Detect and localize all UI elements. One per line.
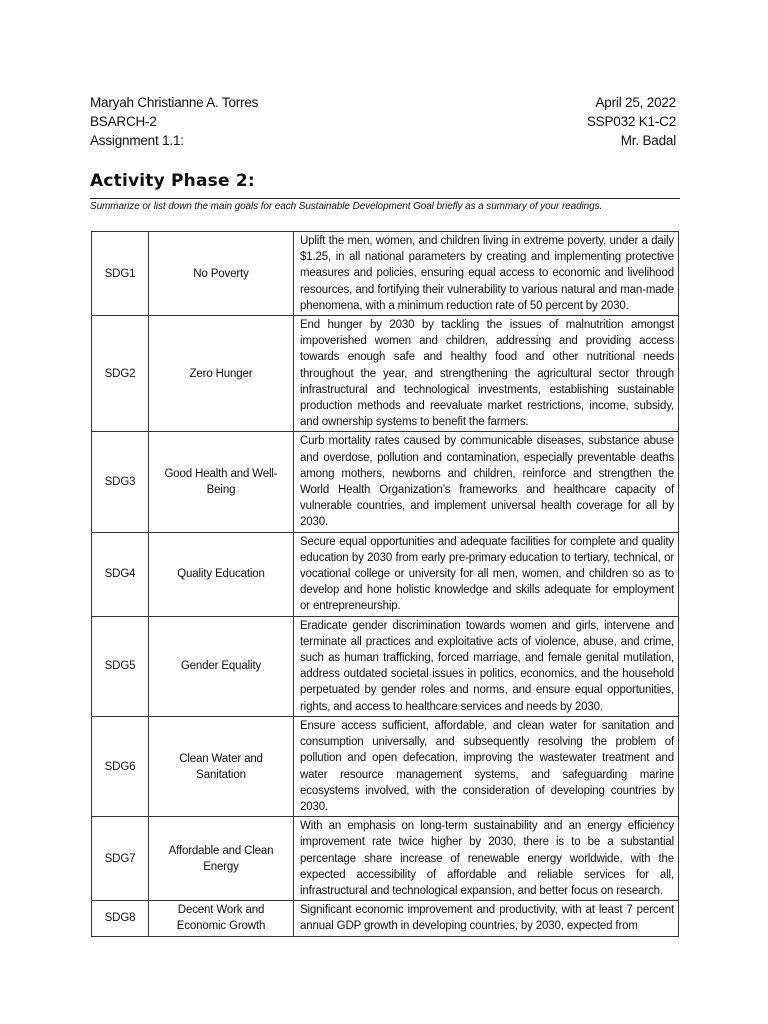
sdg-description: Significant economic improvement and productivity, with at least 7 percent annual GDP growth in developing countries, by 2030, expected from [294,901,679,936]
table-row [92,432,679,532]
sdg-code: SDG4 [92,532,149,616]
sdg-description: End hunger by 2030 by tackling the issues of malnutrition amongst impoverished women and children, addressing and providing access towards enough safe and healthy food and other nutritional needs throughout the year, and strengthening the agricultural sector through infrastructural and technological investments, establishing sustainable production methods and reevaluate market restrictions, income, subsidy, and ownership systems to benefit the farmers. [294,316,679,432]
instruction-text: Summarize or list down the main goals for each Sustainable Development Goal briefly as a summary of your readings. [90,201,603,212]
sdg-code: SDG3 [92,432,149,532]
sdg-description: Ensure access sufficient, affordable, and clean water for sanitation and consumption universally, and subsequently resolving the problem of pollution and open defecation, improving the wastewater treatment and water resource management systems, and safeguarding marine ecosystems involved, with the consideration of developing countries by 2030. [294,716,679,816]
date: April 25, 2022 [595,95,676,110]
sdg-code: SDG8 [92,901,149,936]
sdg-name: Decent Work and Economic Growth [149,901,294,936]
table-row [92,901,679,936]
title-divider [90,198,680,199]
student-name: Maryah Christianne A. Torres [90,95,259,110]
table-row [92,716,679,816]
sdg-name: No Poverty [149,232,294,316]
table-row [92,316,679,432]
sdg-name: Affordable and Clean Energy [149,817,294,901]
table-row [92,616,679,716]
table-row [92,532,679,616]
sdg-description: Curb mortality rates caused by communicable diseases, substance abuse and overdose, pollution and contamination, especially preventable deaths among mothers, newborns and children, reinforce and strengthen the World Health Organization’s frameworks and healthcare capacity of vulnerable countries, and implement universal health coverage for all by 2030. [294,432,679,532]
sdg-code: SDG7 [92,817,149,901]
course-code: SSP032 K1-C2 [586,114,676,129]
instructor: Mr. Badal [620,133,676,148]
program: BSARCH-2 [90,114,157,129]
assignment-label: Assignment 1.1: [90,133,184,148]
sdg-description: Secure equal opportunities and adequate facilities for complete and quality education by 2030 from early pre-primary education to tertiary, technical, or vocational college or university for all men, women, and children so as to develop and hone holistic knowledge and skills adequate for employment or entrepreneurship. [294,532,679,616]
header-left [90,93,258,150]
sdg-table [91,231,679,937]
table-row [92,817,679,901]
sdg-description: Uplift the men, women, and children living in extreme poverty, under a daily $1.25, in all national parameters by creating and implementing protective measures and policies, ensuring equal access to economic and livelihood resources, and fortifying their vulnerability to various natural and man-made phenomena, with a minimum reduction rate of 50 percent by 2030. [294,232,679,316]
sdg-name: Quality Education [149,532,294,616]
sdg-description: With an emphasis on long-term sustainability and an energy efficiency improvement rate twice higher by 2030, there is to be a substantial percentage share increase of renewable energy worldwide, with the expected accessibility of affordable and reliable services for all, infrastructural and technological expansion, and better focus on research. [294,817,679,901]
sdg-name: Good Health and Well-Being [149,432,294,532]
sdg-code: SDG6 [92,716,149,816]
sdg-code: SDG1 [92,232,149,316]
table-row [92,232,679,316]
sdg-description: Eradicate gender discrimination towards women and girls, intervene and terminate all practices and exploitative acts of violence, abuse, and crime, such as human trafficking, forced marriage, and female genital mutilation, address outdated societal issues in politics, economics, and the household perpetuated by gender roles and norms, and ensure equal opportunities, rights, and access to healthcare services and needs by 2030. [294,616,679,716]
sdg-name: Gender Equality [149,616,294,716]
sdg-name: Zero Hunger [149,316,294,432]
sdg-code: SDG2 [92,316,149,432]
sdg-code: SDG5 [92,616,149,716]
sdg-name: Clean Water and Sanitation [149,716,294,816]
page-title: Activity Phase 2: [90,171,255,191]
header-right [587,93,676,150]
